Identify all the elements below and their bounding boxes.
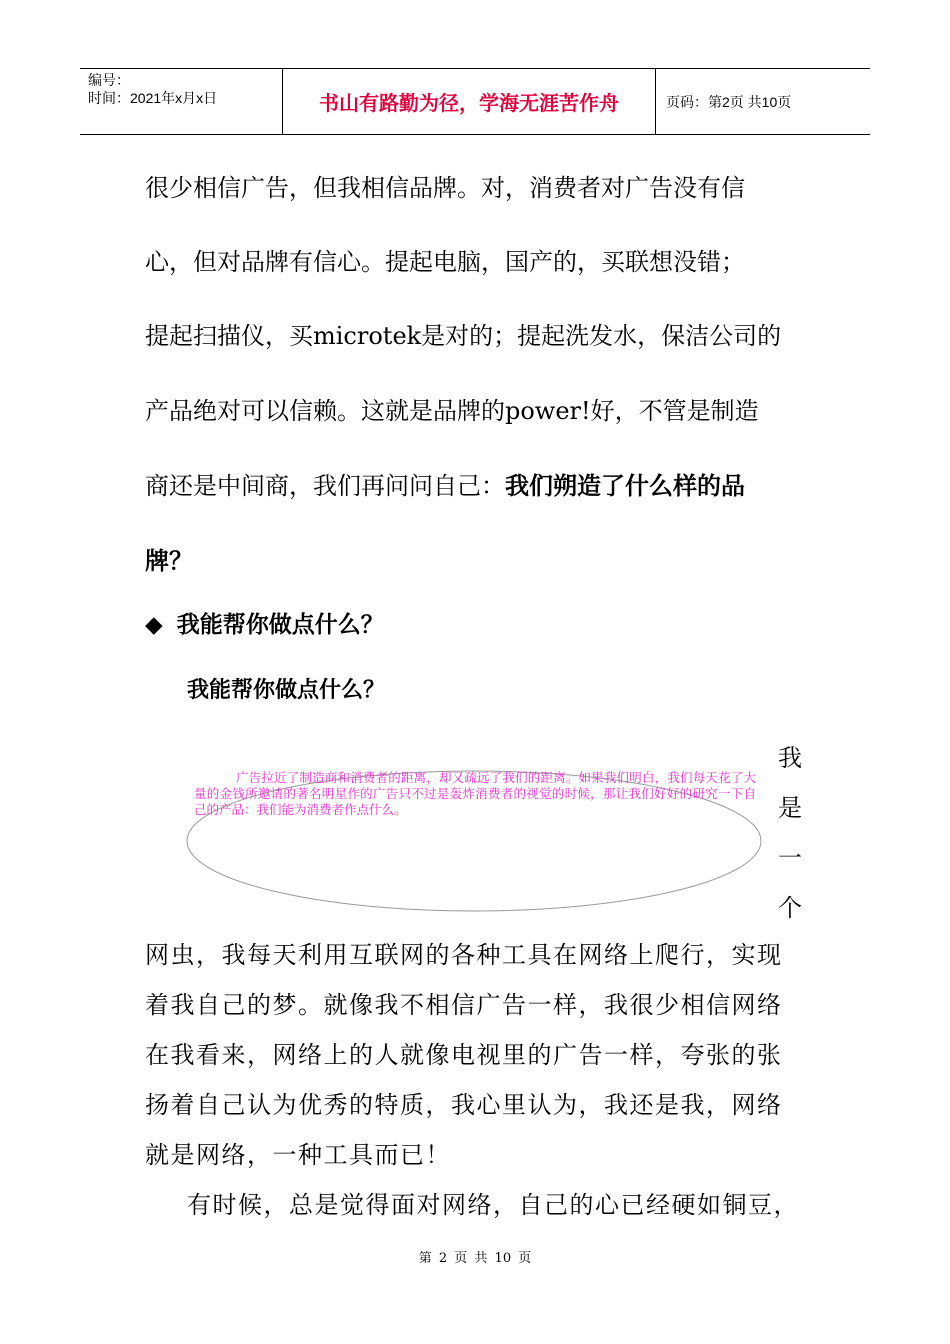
para1-line5 [145, 466, 745, 501]
page-code: 页码：第2页 共10页 [666, 93, 792, 110]
motto-text: 书山有路勤为径，学海无涯苦作舟 [319, 91, 619, 115]
vertical-char-2: 是 [778, 794, 802, 822]
section-heading-text: 我能帮你做点什么？ [176, 612, 384, 638]
vertical-char-3: 一 [778, 844, 802, 872]
para2-line3: 在我看来，网络上的人就像电视里的广告一样，夸张的张 [145, 1041, 783, 1069]
para1-line5-normal: 商还是中间商，我们再问问自己： [145, 472, 505, 500]
header-page-cell [656, 69, 870, 134]
number-label: 编号： [88, 72, 130, 88]
para1-line5-bold: 我们朔造了什么样的品 [505, 472, 745, 500]
para2-line4: 扬着自己认为优秀的特质，我心里认为，我还是我，网络 [145, 1091, 783, 1119]
vertical-char-1: 我 [778, 744, 802, 772]
para2-line6: 有时候，总是觉得面对网络，自己的心已经硬如铜豆， [187, 1191, 799, 1219]
vertical-char-4: 个 [778, 894, 802, 922]
subheading: 我能帮你做点什么？ [187, 678, 386, 703]
para1-line4: 产品绝对可以信赖。这就是品牌的power!好，不管是制造 [145, 397, 759, 425]
para1-line3: 提起扫描仪，买microtek是对的；提起洗发水，保洁公司的 [145, 322, 782, 350]
para1-line1: 很少相信广告，但我相信品牌。对，消费者对广告没有信 [145, 174, 745, 202]
time-label: 时间：2021年x月x日 [88, 90, 218, 106]
header-meta-cell [80, 69, 283, 134]
page-footer: 第 2 页 共 10 页 [418, 1251, 532, 1266]
section-heading [145, 606, 384, 639]
page-header [80, 68, 870, 135]
diamond-bullet-icon: ◆ [145, 612, 163, 638]
para2-line5: 就是网络，一种工具而已！ [145, 1141, 451, 1169]
para1-line2: 心，但对品牌有信心。提起电脑，国产的，买联想没错； [145, 248, 745, 276]
header-motto-cell [283, 69, 656, 134]
callout-text: 广告拉近了制造商和消费者的距离，却又疏远了我们的距离。如果我们明白，我们每天花了大量的金钱所邀请的著名明星作的广告只不过是轰炸消费者的视觉的时候，那让我们好好的研究一下自己的产品：我们能为消费者作点什么。 [194, 770, 756, 817]
para2-line2: 着我自己的梦。就像我不相信广告一样，我很少相信网络 [145, 991, 783, 1019]
para2-line1: 网虫，我每天利用互联网的各种工具在网络上爬行，实现 [145, 941, 783, 969]
para1-line6: 牌？ [145, 547, 193, 575]
